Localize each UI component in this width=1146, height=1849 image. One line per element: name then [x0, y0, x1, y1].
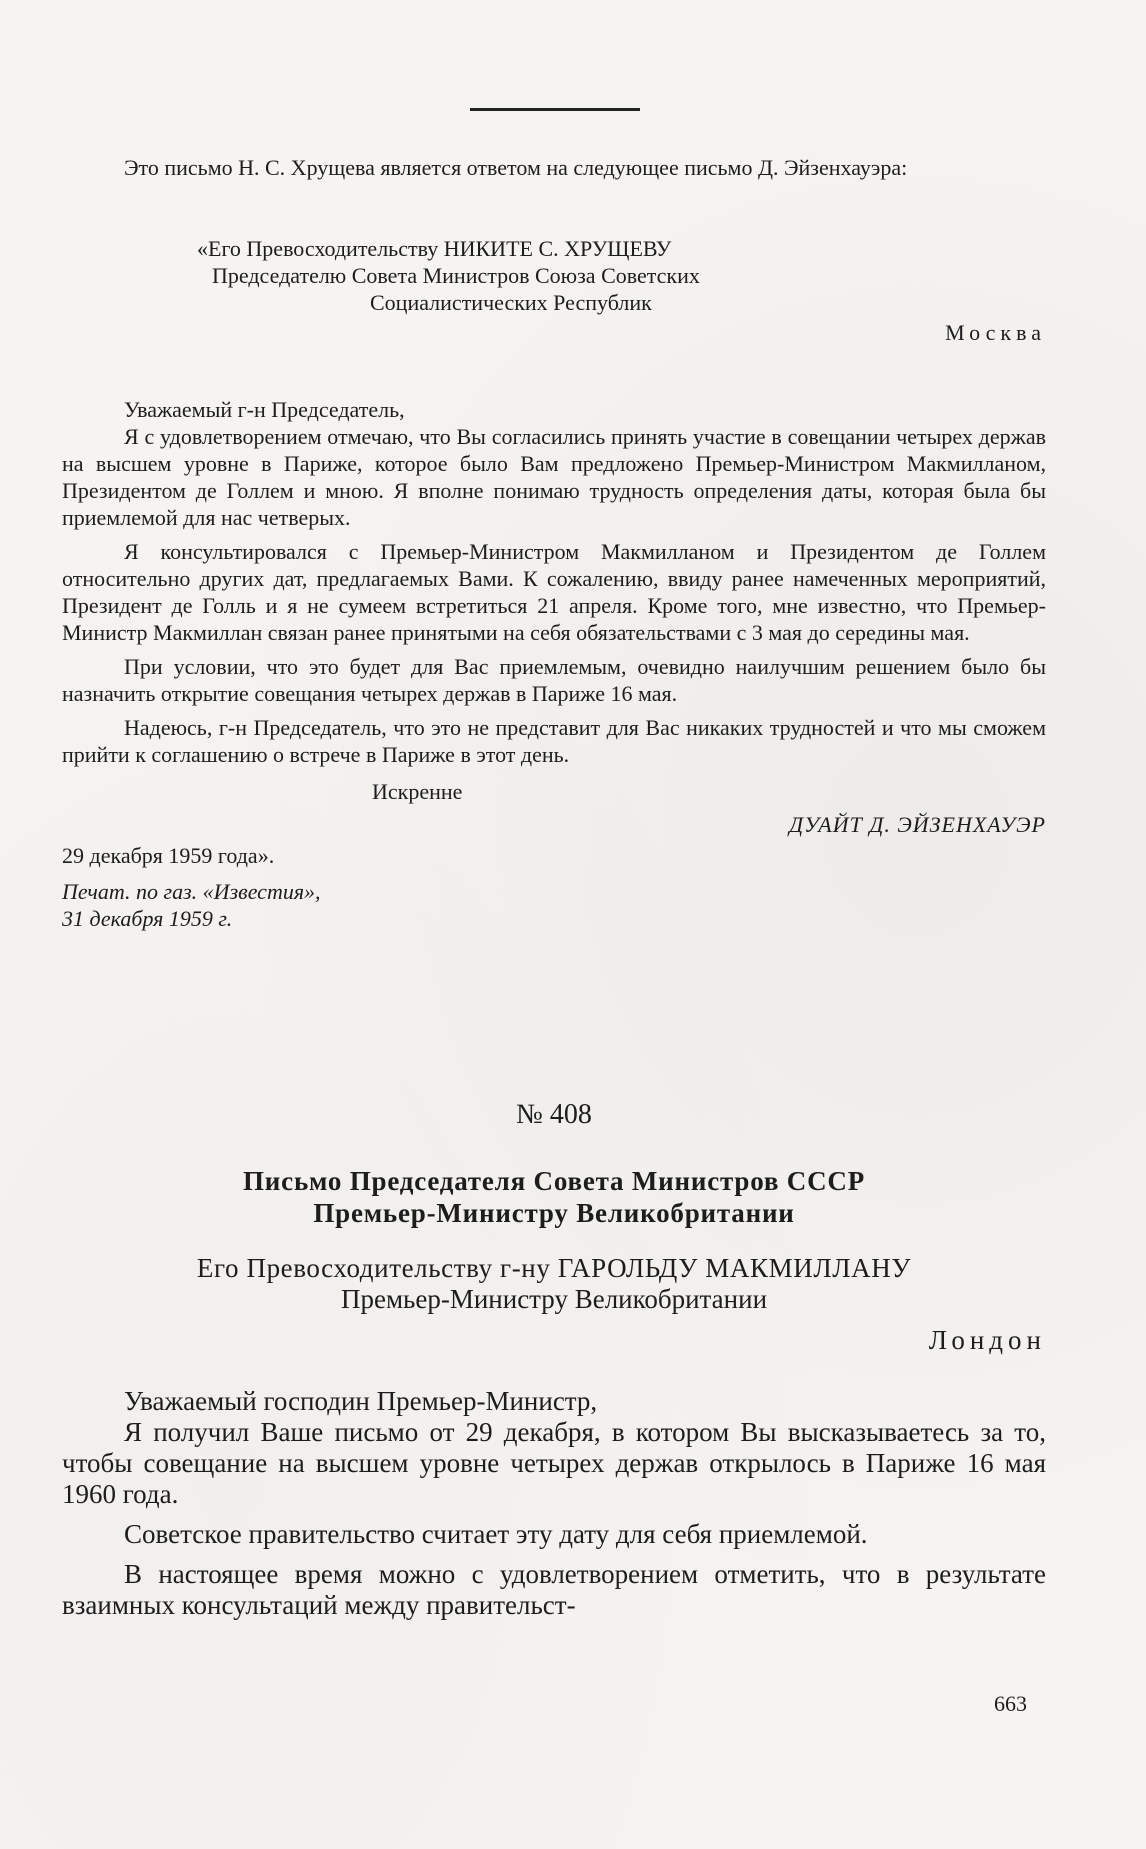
letter-paragraph-1: Я с удовлетворением отмечаю, что Вы согласились принять участие в совещании четырех держав на высшем уровне в Париже, которое было Вам предложено Премьер-Министром Макмилланом, Президентом де Голлем и мною. Я вполне понимаю трудность определения даты, которая была бы приемлемой для нас четверых. [62, 424, 1046, 530]
page-number: 663 [994, 1691, 1027, 1716]
letter-paragraph-2: Я консультировался с Премьер-Министром Макмилланом и Президентом де Голлем относительно других дат, предлагаемых Вами. К сожалению, ввиду ранее намеченных мероприятий, Президент де Голль и я не сумеем встретиться 21 апреля. Кроме того, мне известно, что Премьер-Министр Макмиллан связан ранее принятыми на себя обязательствами с 3 мая до середины мая. [62, 539, 1046, 645]
letter-greeting: Уважаемый господин Премьер-Министр, [124, 1386, 598, 1416]
letter-date: 29 декабря 1959 года». [62, 843, 275, 868]
address-line-1: Его Превосходительству г-ну ГАРОЛЬДУ МАКМИЛЛАНУ [196, 1253, 912, 1283]
address-block-eisenhower [62, 235, 1046, 346]
title-line-2: Премьер-Министру Великобритании [313, 1198, 795, 1228]
address-line-1: «Его Превосходительству НИКИТЕ С. ХРУЩЕВУ [197, 236, 672, 261]
letter-signature: ДУАЙТ Д. ЭЙЗЕНХАУЭР [789, 812, 1046, 837]
letter-paragraph-3: В настоящее время можно с удовлетворением отметить, что в результате взаимных консультаций между правительст- [62, 1559, 1046, 1620]
intro-block [62, 154, 1046, 181]
letter-eisenhower-body [62, 396, 1046, 932]
letter-paragraph-4: Надеюсь, г-н Председатель, что это не представит для Вас никаких трудностей и что мы сможем прийти к соглашению о встрече в Париже в этот день. [62, 715, 1046, 767]
letter-greeting: Уважаемый г-н Председатель, [124, 397, 405, 422]
letter-paragraph-3: При условии, что это будет для Вас приемлемым, очевидно наилучшим решением было бы назначить открытие совещания четырех держав в Париже 16 мая. [62, 654, 1046, 706]
intro-paragraph: Это письмо Н. С. Хрущева является ответом на следующее письмо Д. Эйзенхауэра: [124, 155, 908, 180]
address-city: Москва [945, 320, 1046, 345]
title-line-1: Письмо Председателя Совета Министров СССР [243, 1166, 865, 1196]
address-line-2: Председателю Совета Министров Союза Советских [212, 263, 700, 288]
letter-closing: Искренне [372, 779, 463, 804]
source-line-2: 31 декабря 1959 г. [62, 906, 233, 931]
letter-paragraph-2: Советское правительство считает эту дату для себя приемлемой. [124, 1519, 868, 1549]
address-line-3: Социалистических Республик [370, 290, 652, 315]
top-divider-rule [470, 108, 640, 111]
document-title [62, 1165, 1046, 1229]
source-line-1: Печат. по газ. «Известия», [62, 879, 321, 904]
address-line-2: Премьер-Министру Великобритании [340, 1284, 768, 1314]
address-city: Лондон [928, 1325, 1046, 1355]
document-number: № 408 [516, 1099, 592, 1130]
address-block-macmillan [62, 1253, 1046, 1356]
letter-khrushchev-body [62, 1386, 1046, 1621]
letter-paragraph-1: Я получил Ваше письмо от 29 декабря, в котором Вы высказываетесь за то, чтобы совещание на высшем уровне четырех держав открылось в Париже 16 мая 1960 года. [62, 1417, 1046, 1509]
